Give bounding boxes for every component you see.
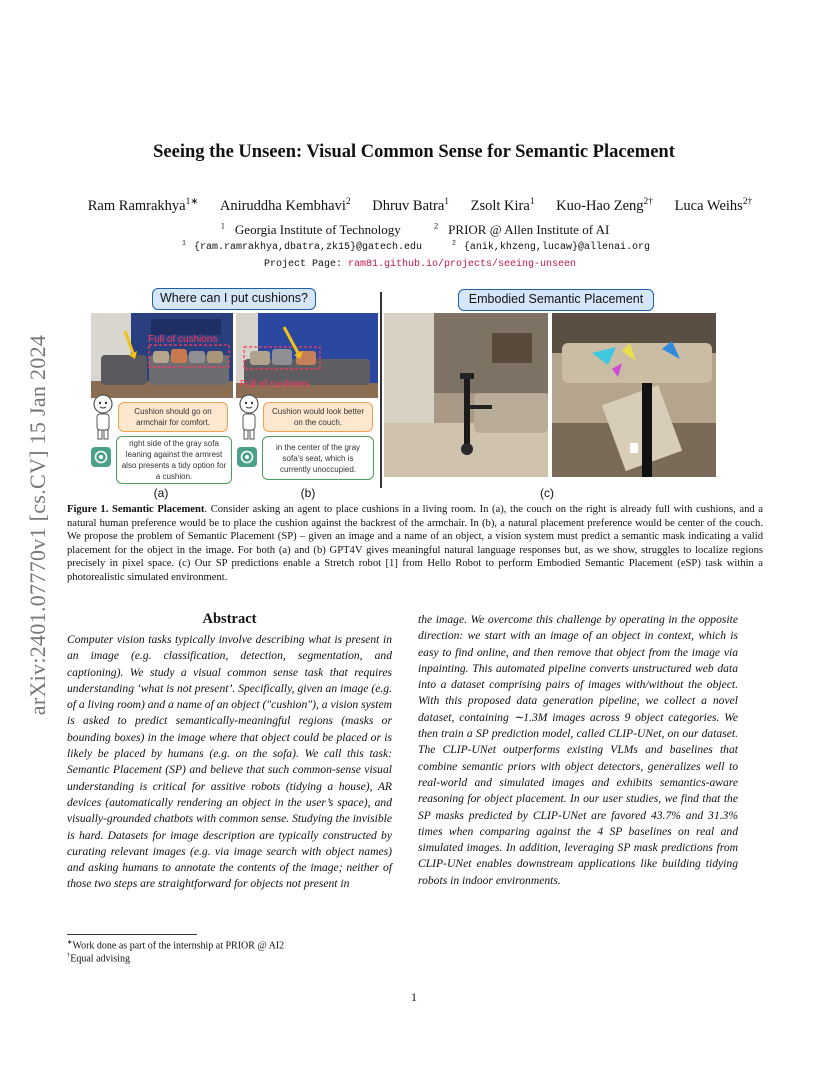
gpt-response-b: in the center of the gray sofa's seat, which is currently unoccupied. bbox=[262, 436, 374, 480]
esp-title-bubble: Embodied Semantic Placement bbox=[458, 289, 654, 311]
figure-caption bbox=[67, 503, 763, 585]
project-page: Project Page: ram81.github.io/projects/seeing-unseen bbox=[263, 259, 577, 270]
author: Dhruv Batra$^1$ bbox=[372, 197, 449, 214]
question-bubble: Where can I put cushions? bbox=[152, 288, 316, 310]
caption-label: Figure 1. Semantic Placement bbox=[67, 504, 205, 515]
gpt-response-a: right side of the gray sofa leaning against the armrest also presents a tidy option for a cushion. bbox=[116, 436, 232, 484]
affiliation: $^2$ PRIOR @ Allen Institute of AI bbox=[433, 221, 610, 238]
author: Aniruddha Kembhavi$^2$ bbox=[219, 197, 351, 214]
photo-c-sp-prediction bbox=[552, 313, 716, 477]
photo-c-sim-room bbox=[384, 313, 548, 477]
abstract-heading: Abstract bbox=[202, 611, 257, 627]
author: Zsolt Kira$^1$ bbox=[470, 197, 535, 214]
human-response-b: Cushion would look better on the couch. bbox=[263, 402, 373, 432]
email: $^2$ {anik,khzeng,lucaw}@allenai.org bbox=[452, 240, 650, 254]
human-avatar-icon bbox=[92, 394, 114, 445]
affiliations bbox=[40, 221, 800, 238]
caption-text: . Consider asking an agent to place cushions in a living room. In (a), the couch on the right is already full with cushions, and a natural human preference would be to place the cushion against the backrest of the armchair. In (b), a natural placement preference would be center of the couch. We propose the problem of Semantic Placement (SP) – given an image and a name of an object, a vision system must predict a semantic mask indicating a valid placement for the object in the image. For both (a) and (b) GPT4V gives meaningful natural language responses but, as we show, struggles to localize regions precisely in pixel space. (c) Our SP predictions enable a Stretch robot [1] from Hello Robot to perform Embodied Semantic Placement (eSP) task within a photorealistic simulated environment. bbox=[67, 504, 763, 583]
full-of-cushions-label: Full of cushions bbox=[240, 379, 310, 390]
author: Ram Ramrakhya$^{1∗}$ bbox=[87, 197, 199, 214]
full-of-cushions-label: Full of cushions bbox=[148, 334, 218, 345]
abstract-left-column: Computer vision tasks typically involve describing what is present in an image (e.g. classification, detection, segmentation, and captioning). We study a visual common sense task that requires understanding ‘what is not present’. Specifically, given an image (e.g. of a living room) and a name of an object ("cushion"), a vision system is asked to predict semantically-meaningful regions (masks or bounding boxes) in the image where that object could be placed or is likely be placed by humans (e.g. on the sofa). We call this task: Semantic Placement (SP) and believe that such common-sense visual understanding is critical for assitive robots (tidying a house), AR devices (automatically rendering an object in the user’s space), and visually-grounded chatbots with common sense. Studying the invisible is hard. Datasets for image description are typically constructed by curating relevant images (e.g. via image search with object names) and asking humans to annotate the contents of the image; neither of those two steps are straightforward for objects not present in bbox=[67, 633, 392, 891]
subfigure-label-b: (b) bbox=[300, 486, 316, 500]
subfigure-label-c: (c) bbox=[540, 486, 554, 500]
footnote: ∗Work done as part of the internship at PRIOR @ AI2 bbox=[67, 939, 285, 952]
affiliation: $^1$ Georgia Institute of Technology bbox=[220, 221, 401, 238]
subfigure-label-a: (a) bbox=[153, 486, 169, 500]
author: Kuo-Hao Zeng$^{2\dagger}$ bbox=[556, 197, 653, 214]
chatgpt-icon bbox=[237, 447, 257, 467]
human-avatar-icon bbox=[238, 394, 260, 445]
page-number: 1 bbox=[411, 990, 417, 1004]
human-response-a: Cushion should go on armchair for comfort. bbox=[118, 402, 228, 432]
footnote: †Equal advising bbox=[67, 952, 130, 965]
figure-divider bbox=[380, 292, 382, 488]
emails bbox=[40, 240, 800, 253]
arxiv-identifier: arXiv:2401.07770v1 [cs.CV] 15 Jan 2024 bbox=[25, 334, 50, 716]
abstract-right-column: the image. We overcome this challenge by operating in the opposite direction: we start with an image of an object in context, which is easy to find online, and then remove that object from the image via inpainting. This automated pipeline converts unstructured web data into a dataset comprising pairs of images with/without the object. With this proposed data generation pipeline, we collect a novel dataset, containing ∼1.3M images across 9 object categories. We then train a SP prediction model, called CLIP-UNet, on our dataset. The CLIP-UNet outperforms existing VLMs and baselines that combine semantic priors with object detectors, generalizes well to real-world and simulated images and exhibits semantics-aware reasoning for object placement. In our user studies, we find that the SP masks predicted by CLIP-UNet are favored 43.7% and 31.3% times when comparing against the 4 SP baselines on real and simulated images. In addition, leveraging SP mask predictions from CLIP-UNet enables downstream applications like building tidying robots in indoor environments. bbox=[418, 613, 738, 887]
paper-title: Seeing the Unseen: Visual Common Sense for Semantic Placement bbox=[153, 142, 675, 162]
project-link[interactable]: ram81.github.io/projects/seeing-unseen bbox=[347, 259, 577, 270]
chatgpt-icon bbox=[91, 447, 111, 467]
author: Luca Weihs$^{2\dagger}$ bbox=[674, 197, 753, 214]
photo-a bbox=[91, 313, 233, 398]
author-list bbox=[40, 196, 800, 215]
email: $^1$ {ram.ramrakhya,dbatra,zk15}@gatech.edu bbox=[182, 240, 422, 254]
footnote-rule bbox=[67, 934, 197, 935]
